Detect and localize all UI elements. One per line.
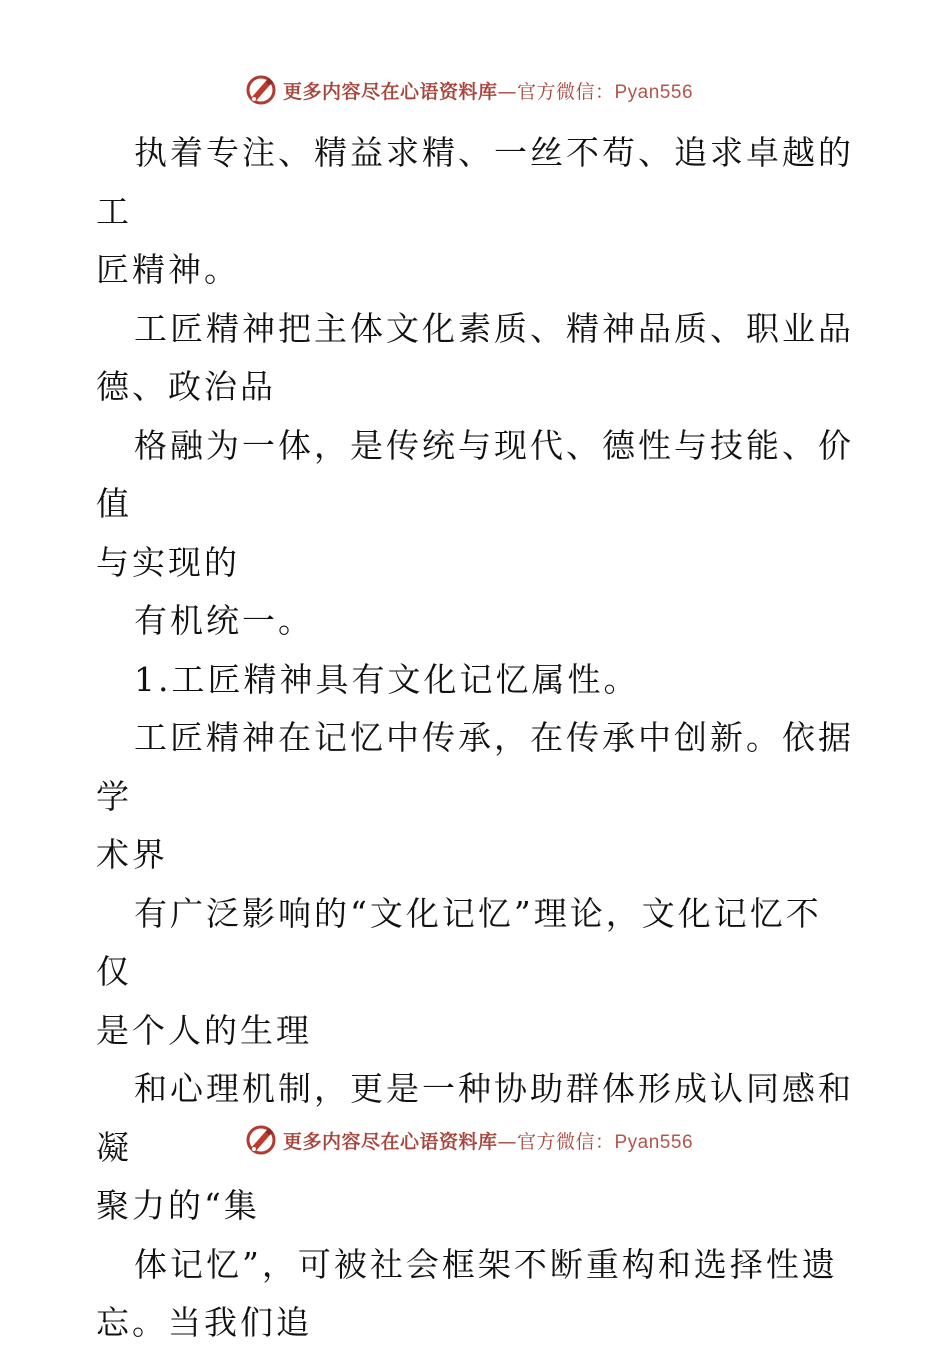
banner-main-text: 更多内容尽在心语资料库 [282, 1130, 498, 1153]
header-banner [0, 70, 950, 110]
pen-logo-icon [245, 1124, 277, 1156]
paragraph-first-line: 有机统一。 [134, 601, 314, 640]
header-banner-text [283, 77, 693, 104]
paragraph-continuation: 德、政治品 [96, 367, 276, 406]
banner-label: 官方微信： [516, 1130, 615, 1153]
footer-banner [0, 1120, 950, 1160]
paragraph-continuation: 聚力的“集 [96, 1186, 260, 1225]
paragraph [96, 124, 856, 300]
paragraph-first-line: 和心理机制，更是一种协助群体形成认同感和凝 [96, 1069, 854, 1167]
paragraph [96, 651, 856, 710]
paragraph-continuation: 忘。当我们追 [96, 1303, 312, 1342]
paragraph [96, 709, 856, 885]
paragraph [96, 592, 856, 651]
paragraph-first-line: 1.工匠精神具有文化记忆属性。 [134, 659, 640, 699]
header-banner-inner [245, 74, 693, 106]
banner-label: 官方微信： [516, 80, 615, 103]
document-body [96, 124, 856, 1353]
banner-separator: — [497, 1130, 517, 1153]
paragraph [96, 417, 856, 593]
paragraph [96, 1236, 856, 1353]
pen-logo-icon [245, 74, 277, 106]
footer-banner-inner [245, 1124, 693, 1156]
banner-separator: — [497, 80, 517, 103]
paragraph-first-line: 执着专注、精益求精、一丝不苟、追求卓越的工 [96, 133, 854, 231]
banner-wechat-id: Pyan556 [614, 1131, 694, 1153]
paragraph-continuation: 术界 [96, 835, 168, 874]
paragraph-first-line: 有广泛影响的“文化记忆”理论，文化记忆不仅 [96, 893, 822, 991]
paragraph-continuation: 与实现的 [96, 542, 240, 582]
paragraph-first-line: 工匠精神把主体文化素质、精神品质、职业品 [134, 308, 854, 348]
paragraph [96, 885, 856, 1061]
banner-main-text: 更多内容尽在心语资料库 [282, 80, 498, 103]
banner-wechat-id: Pyan556 [614, 81, 694, 103]
paragraph-first-line: 格融为一体，是传统与现代、德性与技能、价值 [96, 425, 854, 523]
paragraph [96, 300, 856, 417]
paragraph-continuation: 匠精神。 [96, 250, 240, 289]
paragraph-first-line: 体记忆”，可被社会框架不断重构和选择性遗 [134, 1244, 838, 1284]
paragraph-continuation: 是个人的生理 [96, 1010, 312, 1050]
paragraph-first-line: 工匠精神在记忆中传承，在传承中创新。依据学 [96, 718, 854, 816]
footer-banner-text [283, 1127, 693, 1154]
